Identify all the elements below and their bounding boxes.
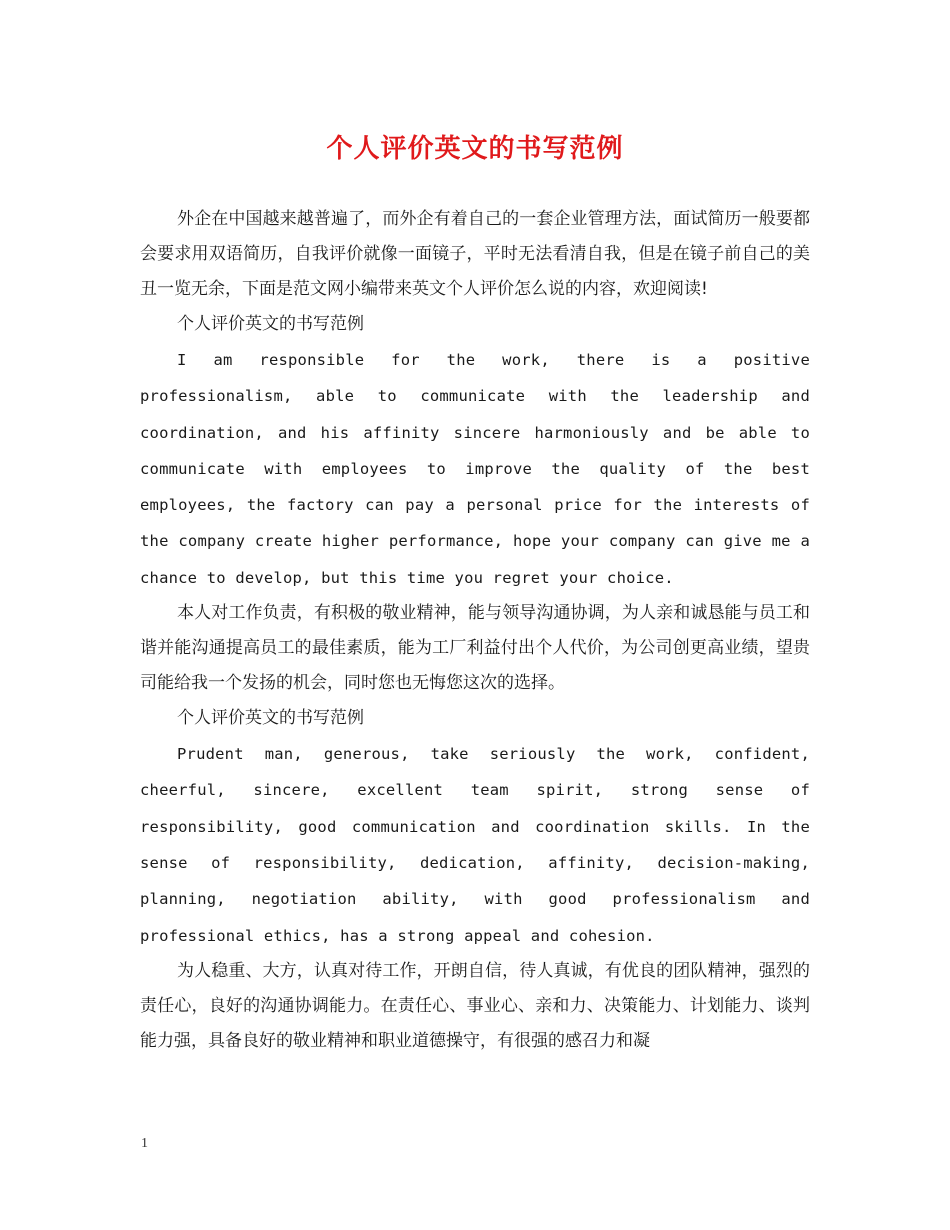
chinese-paragraph-2: 为人稳重、大方，认真对待工作，开朗自信，待人真诚，有优良的团队精神，强烈的责任心，良好的沟通协调能力。在责任心、事业心、亲和力、决策能力、计划能力、谈判能力强，具备良好的敬业精神和职业道德操守，有很强的感召力和凝: [140, 960, 810, 1051]
english-paragraph-2: Prudent man, generous, take seriously the work, confident, cheerful, sincere, excellent team spirit, strong sense of responsibility, good communication and coordination skills. In the sense of responsibility, dedication, affinity, decision-making, planning, negotiation ability, with good professionalism and professional ethics, has a strong appeal and cohesion.: [140, 745, 810, 945]
english-paragraph-1: I am responsible for the work, there is a positive professionalism, able to communicate with the leadership and coordination, and his affinity sincere harmoniously and be able to communicate with employees to improve the quality of the best employees, the factory can pay a personal price for the interests of the company create higher performance, hope your company can give me a chance to develop, but this time you regret your choice.: [140, 351, 810, 587]
chinese-paragraph-1: 本人对工作负责，有积极的敬业精神，能与领导沟通协调，为人亲和诚恳能与员工和谐并能沟通提高员工的最佳素质，能为工厂利益付出个人代价，为公司创更高业绩，望贵司能给我一个发扬的机会，同时您也无悔您这次的选择。: [140, 603, 810, 694]
intro-paragraph: 外企在中国越来越普遍了，而外企有着自己的一套企业管理方法，面试简历一般要都会要求用双语简历，自我评价就像一面镜子，平时无法看清自我，但是在镜子前自己的美丑一览无余，下面是范文网小编带来英文个人评价怎么说的内容，欢迎阅读!: [140, 209, 810, 299]
document-title: 个人评价英文的书写范例: [326, 134, 624, 164]
subheading-2: 个人评价英文的书写范例: [177, 708, 364, 729]
page-number: 1: [141, 1136, 148, 1151]
document-body: [140, 202, 810, 1059]
subheading-1: 个人评价英文的书写范例: [177, 314, 364, 334]
